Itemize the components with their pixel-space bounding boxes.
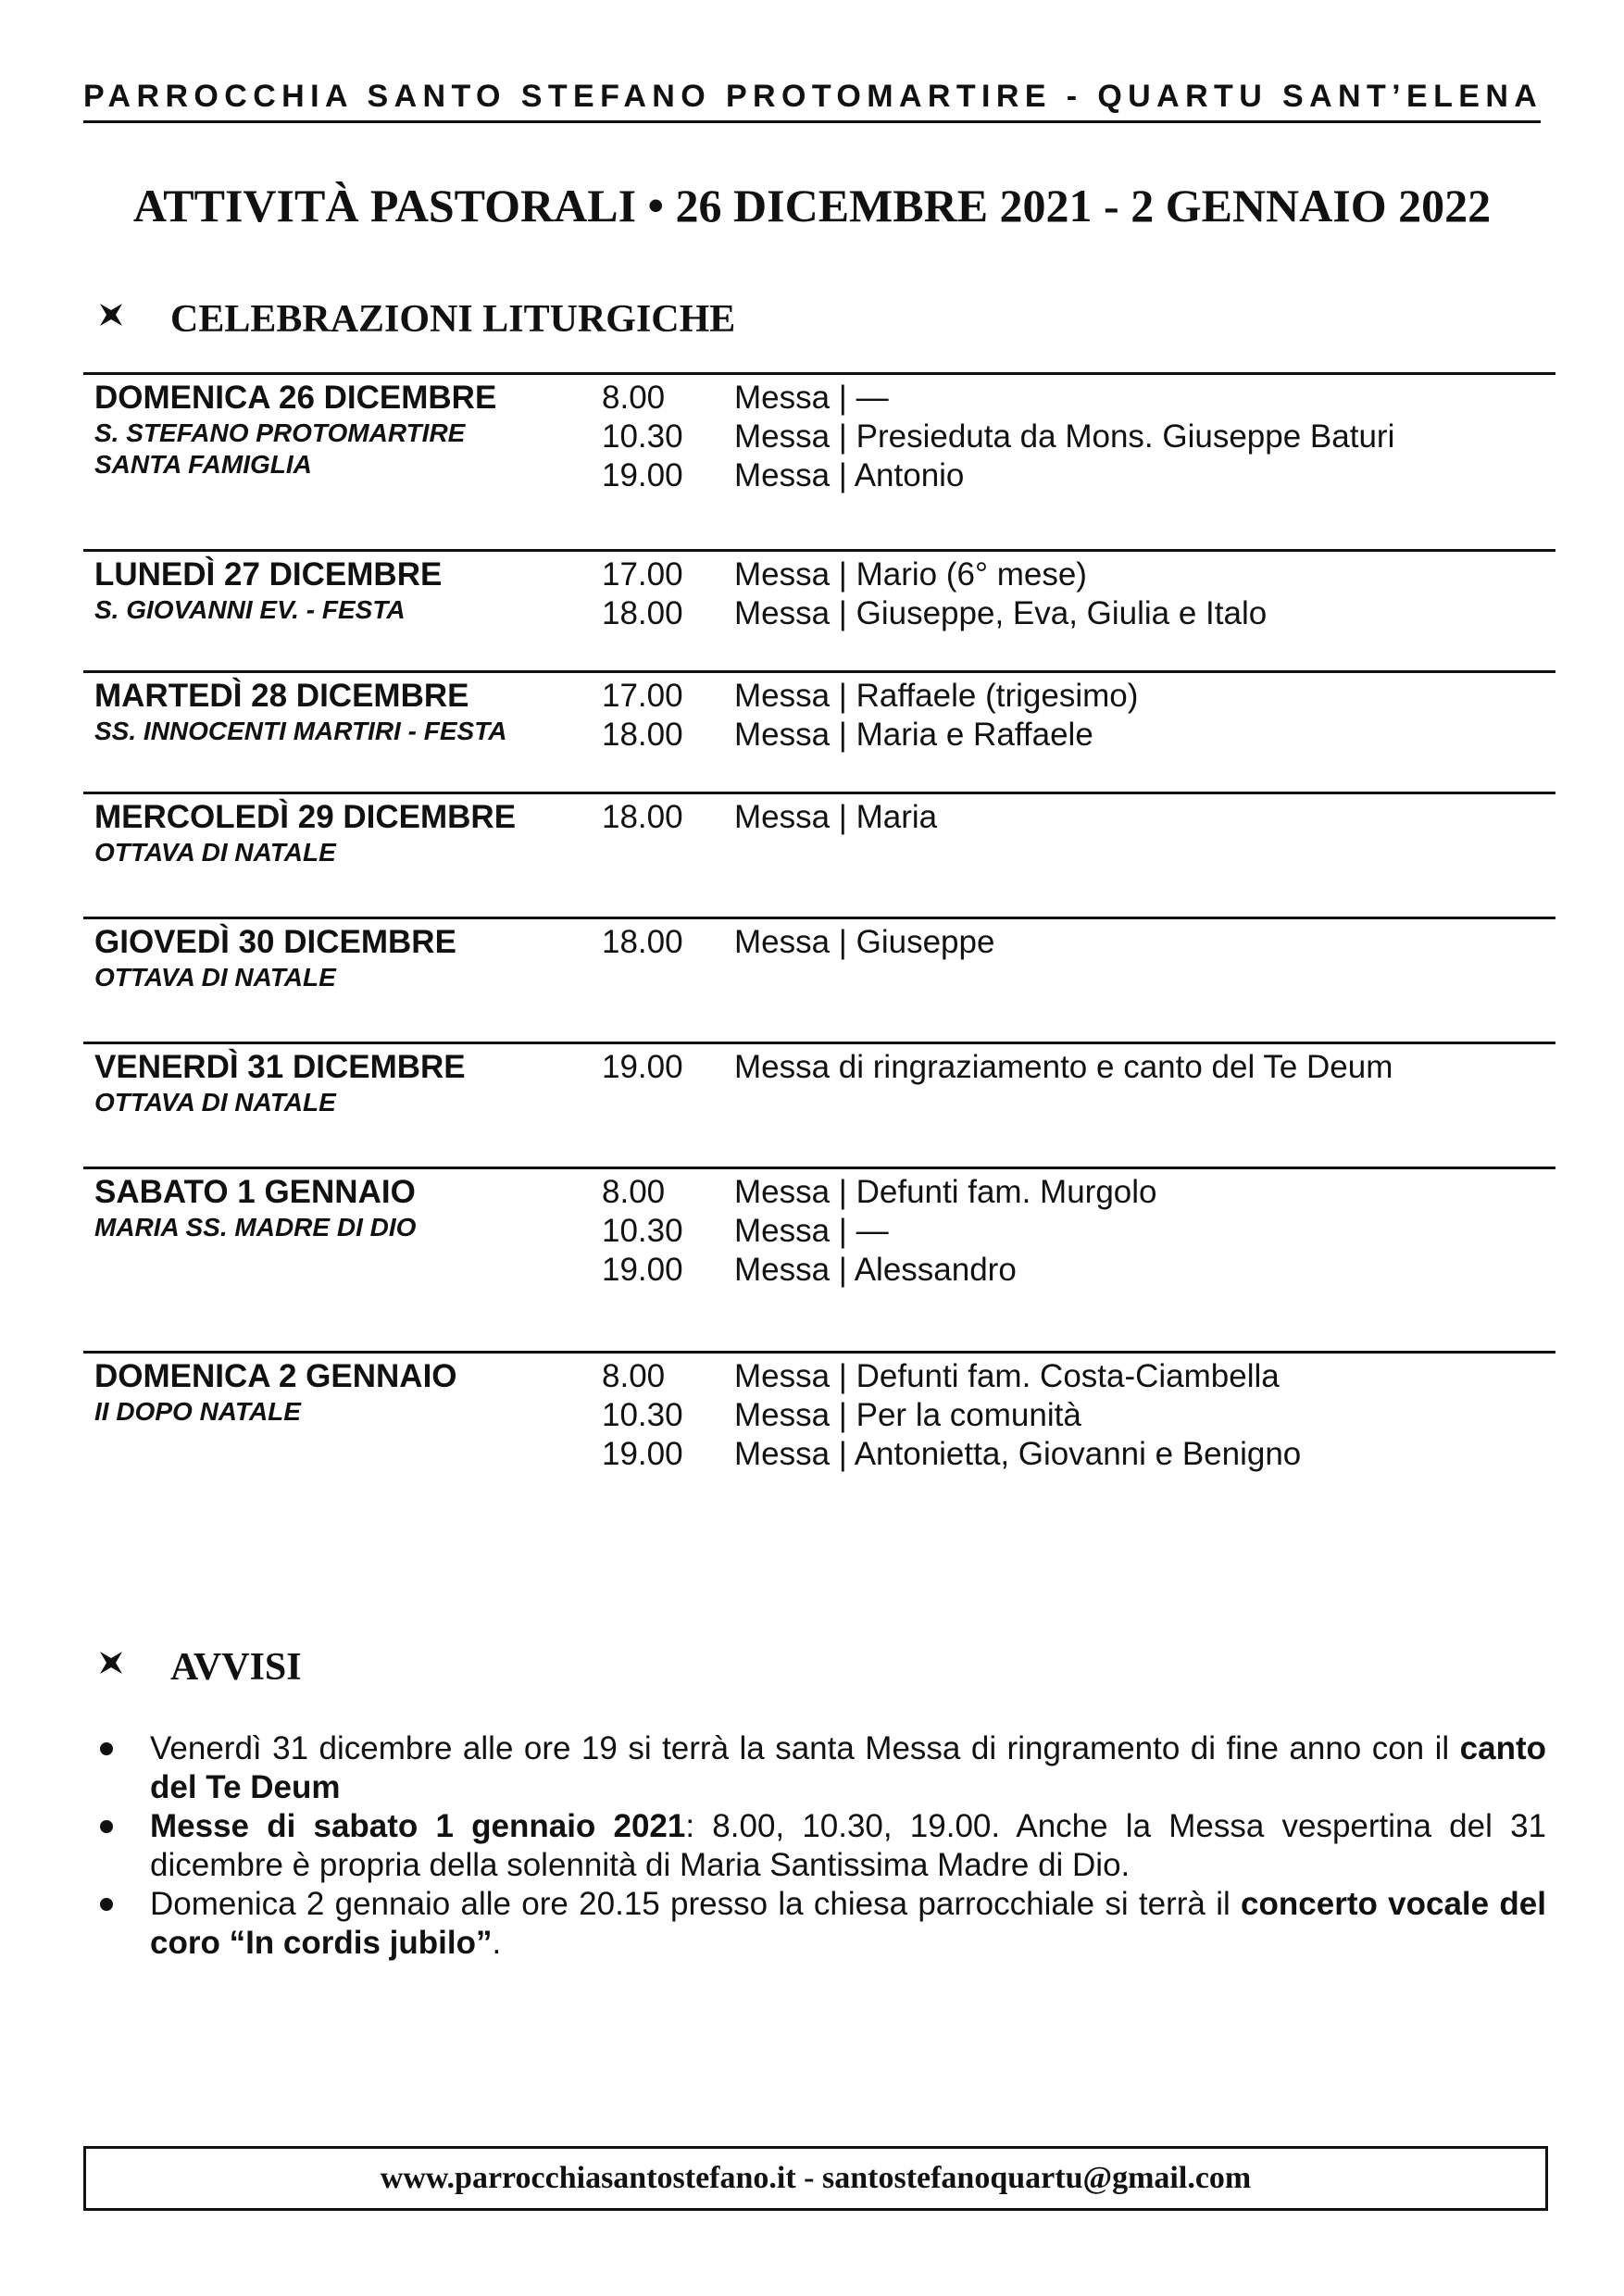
- notice-emphasis: concerto vocale del coro “In cordis jubilo”: [150, 1886, 1546, 1961]
- feast-name: OTTAVA DI NATALE: [94, 838, 336, 867]
- mass-time: 18.00: [602, 595, 683, 631]
- feast-name: SS. INNOCENTI MARTIRI - FESTA: [94, 717, 507, 745]
- notice-emphasis: Messe di sabato 1 gennaio 2021: [150, 1808, 686, 1844]
- feast-lines: [94, 1212, 416, 1243]
- notice-item: [93, 1885, 1546, 1963]
- mass-intention: Messa | Maria e Raffaele: [734, 717, 1093, 753]
- footer-contact: www.parrocchiasantostefano.it - santostefanoquartu@gmail.com: [380, 2161, 1252, 2195]
- feast-lines: [94, 594, 406, 626]
- mass-intention: Messa | Antonio: [734, 457, 965, 493]
- mass-intention: Messa | Alessandro: [734, 1252, 1017, 1288]
- feast-name: SANTA FAMIGLIA: [94, 450, 312, 479]
- page-title: ATTIVITÀ PASTORALI • 26 DICEMBRE 2021 - 2 GENNAIO 2022: [132, 180, 1492, 231]
- mass-intention: Messa | Defunti fam. Costa-Ciambella: [734, 1358, 1280, 1394]
- feast-name: OTTAVA DI NATALE: [94, 963, 336, 992]
- day-name: VENERDÌ 31 DICEMBRE: [94, 1049, 466, 1085]
- four-point-star-icon: [100, 1652, 122, 1674]
- schedule-day-row: [83, 1042, 1555, 1167]
- mass-intention: Messa | Mario (6° mese): [734, 556, 1087, 593]
- day-name: MERCOLEDÌ 29 DICEMBRE: [94, 799, 517, 835]
- notices-list: [93, 1729, 1546, 1963]
- section-title: AVVISI: [170, 1646, 302, 1689]
- day-name: DOMENICA 2 GENNAIO: [94, 1358, 457, 1394]
- section-title: CELEBRAZIONI LITURGICHE: [170, 298, 736, 341]
- mass-intention: Messa | —: [734, 1213, 889, 1249]
- feast-lines: [94, 837, 336, 868]
- day-name: GIOVEDÌ 30 DICEMBRE: [94, 924, 456, 960]
- mass-intention: Messa | Antonietta, Giovanni e Benigno: [734, 1436, 1302, 1472]
- mass-intention: Messa | Raffaele (trigesimo): [734, 678, 1139, 714]
- feast-lines: [94, 418, 465, 480]
- day-name: DOMENICA 26 DICEMBRE: [94, 380, 497, 416]
- mass-time: 8.00: [602, 1358, 666, 1394]
- notice-text: .: [492, 1925, 502, 1961]
- feast-lines: [94, 962, 336, 993]
- mass-time: 10.30: [602, 1397, 683, 1433]
- day-name: MARTEDÌ 28 DICEMBRE: [94, 678, 469, 714]
- mass-time: 8.00: [602, 1174, 666, 1210]
- liturgical-schedule: [83, 372, 1555, 1502]
- notice-emphasis: canto del Te Deum: [150, 1730, 1546, 1805]
- mass-intention: Messa di ringraziamento e canto del Te Deum: [734, 1049, 1393, 1085]
- mass-intention: Messa | Maria: [734, 799, 938, 835]
- schedule-day-row: [83, 372, 1555, 549]
- mass-time: 18.00: [602, 799, 683, 835]
- mass-time: 17.00: [602, 678, 683, 714]
- feast-name: MARIA SS. MADRE DI DIO: [94, 1213, 417, 1242]
- bullet-dot-icon: [100, 1898, 113, 1911]
- mass-intention: Messa | —: [734, 380, 889, 416]
- mass-time: 8.00: [602, 380, 666, 416]
- feast-lines: [94, 1396, 301, 1428]
- parish-header: PARROCCHIA SANTO STEFANO PROTOMARTIRE - QUARTU SANT’ELENA: [83, 79, 1543, 114]
- schedule-day-row: [83, 917, 1555, 1042]
- day-name: SABATO 1 GENNAIO: [94, 1174, 416, 1210]
- mass-time: 18.00: [602, 717, 683, 753]
- schedule-day-row: [83, 549, 1555, 670]
- mass-intention: Messa | Giuseppe: [734, 924, 995, 960]
- feast-lines: [94, 716, 506, 747]
- header-divider: [83, 120, 1541, 123]
- mass-intention: Messa | Defunti fam. Murgolo: [734, 1174, 1157, 1210]
- mass-intention: Messa | Per la comunità: [734, 1397, 1081, 1433]
- mass-time: 19.00: [602, 457, 683, 493]
- feast-name: OTTAVA DI NATALE: [94, 1088, 336, 1117]
- feast-lines: [94, 1087, 336, 1118]
- mass-time: 10.30: [602, 1213, 683, 1249]
- schedule-day-row: [83, 1167, 1555, 1351]
- mass-time: 19.00: [602, 1436, 683, 1472]
- mass-intention: Messa | Presieduta da Mons. Giuseppe Baturi: [734, 418, 1395, 455]
- mass-intention: Messa | Giuseppe, Eva, Giulia e Italo: [734, 595, 1268, 631]
- bullet-dot-icon: [100, 1742, 113, 1755]
- schedule-day-row: [83, 792, 1555, 917]
- schedule-day-row: [83, 670, 1555, 792]
- mass-time: 10.30: [602, 418, 683, 455]
- feast-name: S. GIOVANNI EV. - FESTA: [94, 595, 406, 624]
- mass-time: 18.00: [602, 924, 683, 960]
- bullet-dot-icon: [100, 1820, 113, 1833]
- mass-time: 19.00: [602, 1049, 683, 1085]
- mass-time: 19.00: [602, 1252, 683, 1288]
- notice-text: Domenica 2 gennaio alle ore 20.15 presso la chiesa parrocchiale si terrà il: [150, 1886, 1242, 1922]
- notice-item: [93, 1807, 1546, 1885]
- feast-name: S. STEFANO PROTOMARTIRE: [94, 418, 466, 447]
- notice-item: [93, 1729, 1546, 1807]
- notice-text: Venerdì 31 dicembre alle ore 19 si terrà la santa Messa di ringramento di fine anno con il: [150, 1730, 1460, 1766]
- mass-time: 17.00: [602, 556, 683, 593]
- footer-contact-box: [83, 2146, 1548, 2211]
- four-point-star-icon: [100, 304, 122, 326]
- notice-text: : 8.00, 10.30, 19.00. Anche la Messa vespertina del 31 dicembre è propria della solennità di Maria Santissima Madre di Dio.: [150, 1808, 1546, 1883]
- day-name: LUNEDÌ 27 DICEMBRE: [94, 556, 443, 593]
- schedule-day-row: [83, 1351, 1555, 1502]
- feast-name: II DOPO NATALE: [94, 1397, 301, 1426]
